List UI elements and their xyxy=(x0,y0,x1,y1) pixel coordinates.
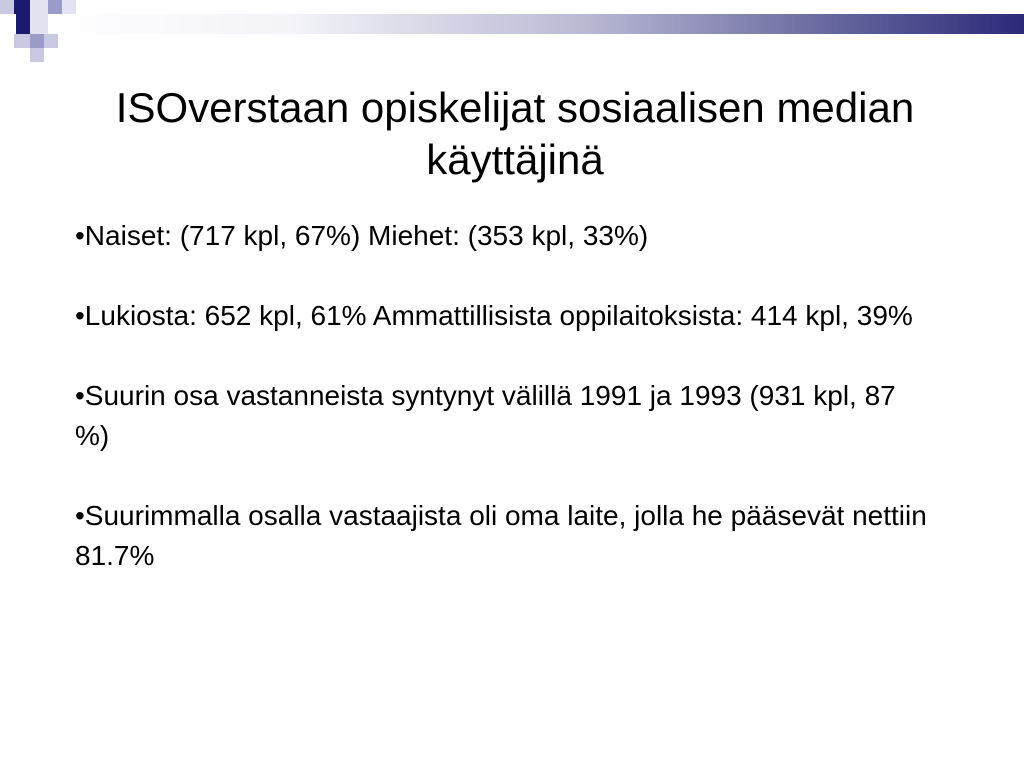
bullet-point: •Suurimmalla osalla vastaajista oli oma laite, jolla he pääsevät nettiin 81.7% xyxy=(75,500,927,571)
corner-square xyxy=(16,14,30,34)
slide-title: ISOverstaan opiskelijat sosiaalisen median käyttäjinä xyxy=(115,84,915,183)
bullet-point: •Naiset: (717 kpl, 67%) Miehet: (353 kpl, 33%) xyxy=(75,220,649,251)
corner-square xyxy=(14,0,30,14)
bullet-point: •Lukiosta: 652 kpl, 61% Ammattillisista oppilaitoksista: 414 kpl, 39% xyxy=(75,300,913,331)
corner-square xyxy=(30,34,44,48)
decorative-header-band xyxy=(48,14,1024,34)
corner-square xyxy=(30,0,48,14)
corner-square xyxy=(30,14,48,34)
slide-body xyxy=(75,216,935,616)
corner-square xyxy=(30,48,44,62)
corner-square xyxy=(48,0,62,14)
corner-square xyxy=(14,34,30,48)
corner-square xyxy=(44,34,58,48)
corner-square xyxy=(0,0,14,14)
bullet-point: •Suurin osa vastanneista syntynyt välillä 1991 ja 1993 (931 kpl, 87 %) xyxy=(75,380,896,451)
corner-square xyxy=(62,0,76,14)
